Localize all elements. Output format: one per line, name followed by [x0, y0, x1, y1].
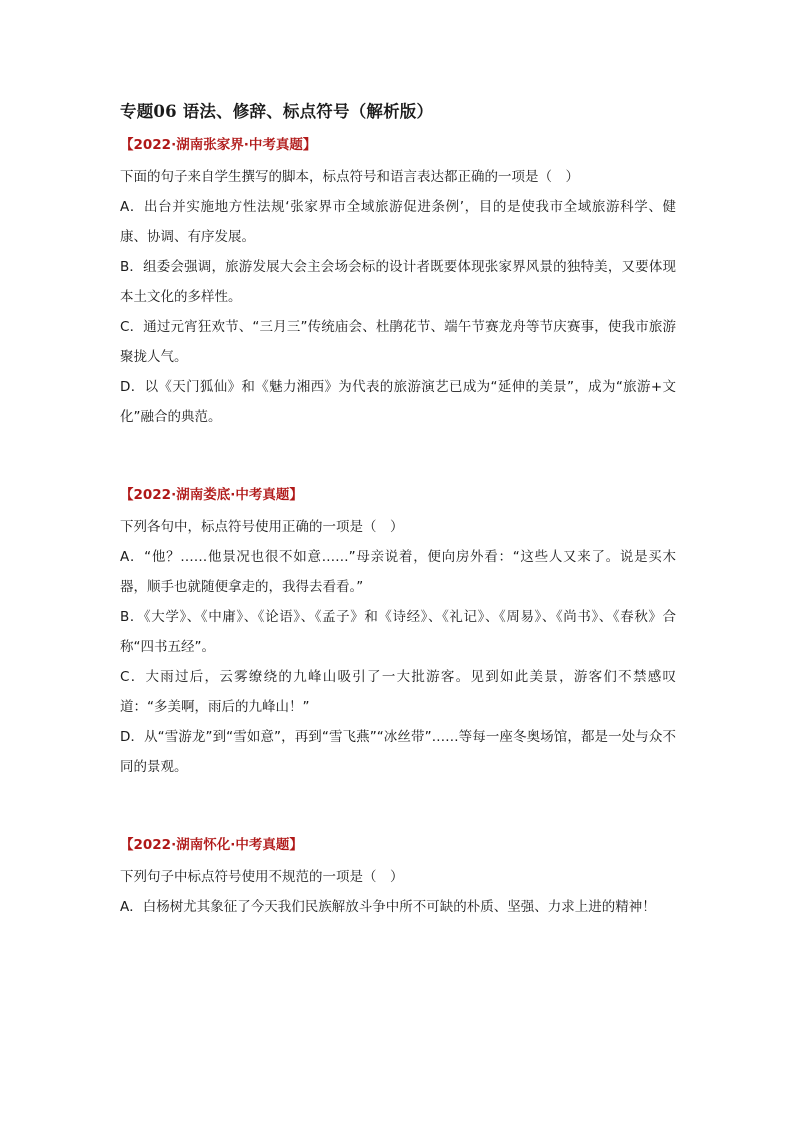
- option-a: A．出台并实施地方性法规‘张家界市全域旅游促进条例’，目的是使我市全域旅游科学、健康、协调、有序发展。: [120, 199, 676, 245]
- section-spacer: [120, 782, 676, 834]
- option-d: D．以《天门狐仙》和《魅力湘西》为代表的旅游演艺已成为“延伸的美景”，成为“旅游+文化”融合的典范。: [120, 379, 676, 425]
- option-b: B．《大学》、《中庸》、《论语》、《孟子》和《诗经》、《礼记》、《周易》、《尚书》、《春秋》合称“四书五经”。: [120, 609, 676, 655]
- question-section-2: [120, 484, 676, 782]
- option-c: C．通过元宵狂欢节、“三月三”传统庙会、杜鹃花节、端午节赛龙舟等节庆赛事，使我市旅游聚拢人气。: [120, 319, 676, 365]
- document-page: [120, 100, 676, 922]
- document-title: 专题06 语法、修辞、标点符号（解析版）: [120, 102, 434, 121]
- question-source-tag: 【2022·湖南娄底·中考真题】: [120, 487, 303, 503]
- question-stem: 下面的句子来自学生撰写的脚本，标点符号和语言表达都正确的一项是（ ）: [120, 169, 579, 185]
- question-source-tag: 【2022·湖南怀化·中考真题】: [120, 837, 303, 853]
- option-d: D．从“雪游龙”到“雪如意”，再到“雪飞燕”“冰丝带”……等每一座冬奥场馆，都是一处与众不同的景观。: [120, 729, 676, 775]
- option-a: A．“他？……他景况也很不如意……”母亲说着，便向房外看：“这些人又来了。说是买木器，顺手也就随便拿走的，我得去看看。”: [120, 549, 676, 595]
- question-section-1: [120, 134, 676, 432]
- option-b: B．组委会强调，旅游发展大会主会场会标的设计者既要体现张家界风景的独特美，又要体现本土文化的多样性。: [120, 259, 676, 305]
- section-spacer: [120, 432, 676, 484]
- question-stem: 下列各句中，标点符号使用正确的一项是（ ）: [120, 519, 404, 535]
- option-c: C．大雨过后，云雾缭绕的九峰山吸引了一大批游客。见到如此美景，游客们不禁感叹道：“多美啊，雨后的九峰山！”: [120, 669, 676, 715]
- option-a: A．白杨树尤其象征了今天我们民族解放斗争中所不可缺的朴质、坚强、力求上进的精神！: [120, 899, 656, 915]
- question-section-3: [120, 834, 676, 922]
- question-source-tag: 【2022·湖南张家界·中考真题】: [120, 137, 317, 153]
- question-stem: 下列句子中标点符号使用不规范的一项是（ ）: [120, 869, 404, 885]
